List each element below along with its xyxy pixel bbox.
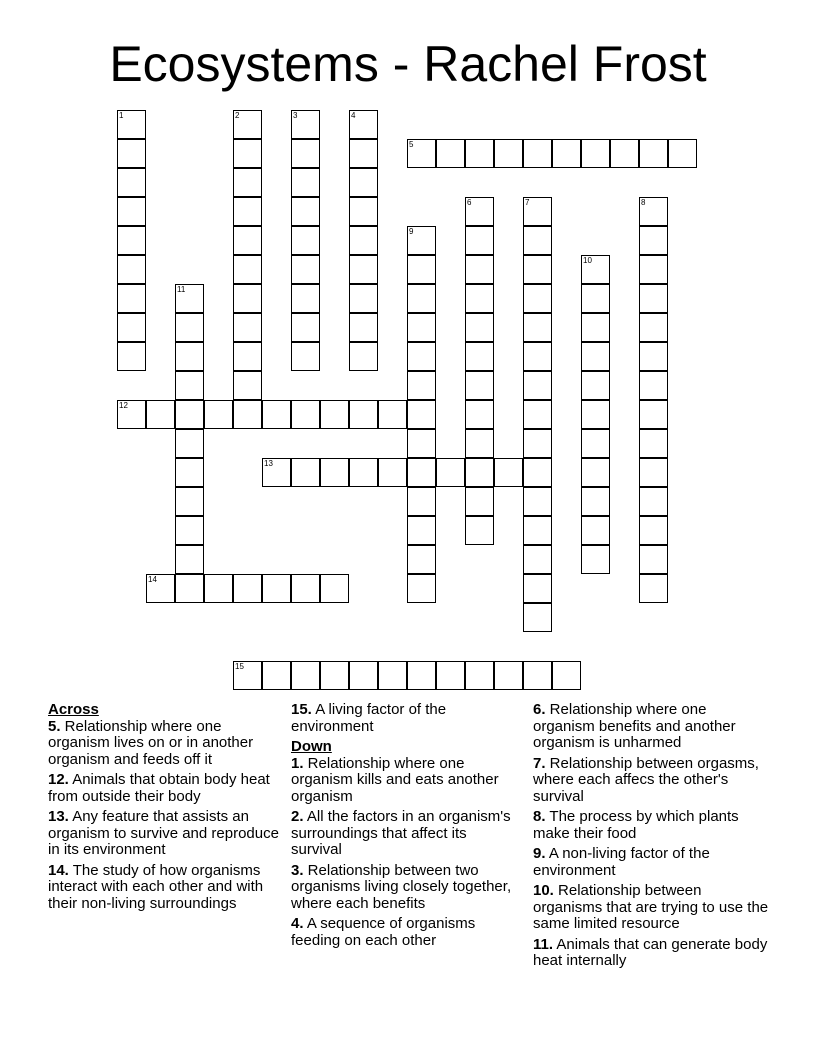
grid-cell[interactable] bbox=[581, 487, 610, 516]
grid-cell[interactable] bbox=[465, 139, 494, 168]
grid-cell[interactable] bbox=[291, 168, 320, 197]
grid-cell[interactable] bbox=[407, 400, 436, 429]
clue-number: 1 bbox=[119, 111, 124, 120]
grid-cell[interactable] bbox=[581, 429, 610, 458]
clue-item bbox=[291, 756, 521, 806]
grid-cell[interactable] bbox=[639, 371, 668, 400]
clue-item-number: 15. bbox=[291, 701, 312, 718]
grid-cell[interactable] bbox=[581, 545, 610, 574]
clue-item-text: Relationship where one organism lives on or in another organism and feeds off it bbox=[48, 717, 254, 768]
grid-cell[interactable] bbox=[320, 574, 349, 603]
clue-item bbox=[48, 863, 284, 913]
grid-cell[interactable] bbox=[639, 342, 668, 371]
grid-cell[interactable] bbox=[465, 226, 494, 255]
grid-cell[interactable] bbox=[465, 197, 494, 226]
grid-cell[interactable] bbox=[523, 284, 552, 313]
grid-cell[interactable] bbox=[291, 574, 320, 603]
grid-cell[interactable] bbox=[233, 255, 262, 284]
grid-cell[interactable] bbox=[639, 400, 668, 429]
clue-number: 8 bbox=[641, 198, 646, 207]
grid-cell[interactable] bbox=[465, 255, 494, 284]
clue-item-text: Relationship between two organisms living closely together, where each benefits bbox=[291, 861, 512, 912]
grid-cell[interactable] bbox=[291, 284, 320, 313]
clue-item bbox=[533, 937, 769, 970]
grid-cell[interactable] bbox=[262, 661, 291, 690]
grid-cell[interactable] bbox=[552, 139, 581, 168]
grid-cell[interactable] bbox=[407, 516, 436, 545]
grid-cell[interactable] bbox=[291, 458, 320, 487]
grid-cell[interactable] bbox=[436, 458, 465, 487]
grid-cell[interactable] bbox=[407, 371, 436, 400]
grid-cell[interactable] bbox=[465, 429, 494, 458]
grid-cell[interactable] bbox=[349, 661, 378, 690]
grid-cell[interactable] bbox=[436, 139, 465, 168]
grid-cell[interactable] bbox=[175, 487, 204, 516]
grid-cell[interactable] bbox=[465, 284, 494, 313]
grid-cell[interactable] bbox=[523, 255, 552, 284]
grid-cell[interactable] bbox=[175, 284, 204, 313]
clue-item-number: 2. bbox=[291, 808, 304, 825]
grid-cell[interactable] bbox=[639, 139, 668, 168]
grid-cell[interactable] bbox=[494, 661, 523, 690]
grid-cell[interactable] bbox=[349, 313, 378, 342]
grid-cell[interactable] bbox=[175, 400, 204, 429]
grid-cell[interactable] bbox=[349, 342, 378, 371]
grid-cell[interactable] bbox=[523, 139, 552, 168]
grid-cell[interactable] bbox=[668, 139, 697, 168]
grid-cell[interactable] bbox=[349, 458, 378, 487]
grid-cell[interactable] bbox=[407, 661, 436, 690]
clue-item-number: 1. bbox=[291, 754, 304, 772]
grid-cell[interactable] bbox=[117, 313, 146, 342]
grid-cell[interactable] bbox=[523, 603, 552, 632]
clue-number: 2 bbox=[235, 111, 240, 120]
grid-cell[interactable] bbox=[407, 139, 436, 168]
grid-cell[interactable] bbox=[204, 400, 233, 429]
clue-number: 4 bbox=[351, 111, 356, 120]
clue-item-number: 10. bbox=[533, 882, 554, 899]
clue-item-number: 9. bbox=[533, 845, 546, 862]
grid-cell[interactable] bbox=[349, 284, 378, 313]
clue-number: 3 bbox=[293, 111, 298, 120]
grid-cell[interactable] bbox=[407, 429, 436, 458]
grid-cell[interactable] bbox=[523, 400, 552, 429]
grid-cell[interactable] bbox=[117, 400, 146, 429]
grid-cell[interactable] bbox=[407, 313, 436, 342]
grid-cell[interactable] bbox=[581, 458, 610, 487]
grid-cell[interactable] bbox=[523, 516, 552, 545]
grid-cell[interactable] bbox=[639, 284, 668, 313]
grid-cell[interactable] bbox=[639, 429, 668, 458]
grid-cell[interactable] bbox=[581, 342, 610, 371]
grid-cell[interactable] bbox=[407, 342, 436, 371]
grid-cell[interactable] bbox=[262, 400, 291, 429]
clue-number: 12 bbox=[119, 401, 128, 410]
grid-cell[interactable] bbox=[146, 400, 175, 429]
across-heading: Across bbox=[48, 701, 99, 718]
down-heading: Down bbox=[291, 738, 332, 755]
grid-cell[interactable] bbox=[639, 255, 668, 284]
grid-cell[interactable] bbox=[204, 574, 233, 603]
grid-cell[interactable] bbox=[233, 661, 262, 690]
clue-item-number: 14. bbox=[48, 861, 69, 879]
grid-cell[interactable] bbox=[175, 342, 204, 371]
grid-cell[interactable] bbox=[465, 487, 494, 516]
clue-number: 7 bbox=[525, 198, 530, 207]
grid-cell[interactable] bbox=[320, 661, 349, 690]
clue-item-number: 7. bbox=[533, 754, 546, 772]
clue-number: 15 bbox=[235, 662, 244, 671]
clue-item bbox=[48, 809, 284, 859]
grid-cell[interactable] bbox=[349, 226, 378, 255]
clue-item-text: Animals that obtain body heat from outside their body bbox=[48, 771, 270, 805]
grid-cell[interactable] bbox=[291, 400, 320, 429]
grid-cell[interactable] bbox=[233, 400, 262, 429]
grid-cell[interactable] bbox=[233, 139, 262, 168]
clue-item-text: The study of how organisms interact with each other and with their non-living surroundings bbox=[48, 861, 264, 912]
grid-cell[interactable] bbox=[349, 168, 378, 197]
grid-cell[interactable] bbox=[233, 197, 262, 226]
grid-cell[interactable] bbox=[233, 226, 262, 255]
grid-cell[interactable] bbox=[639, 574, 668, 603]
clue-item bbox=[291, 809, 521, 859]
grid-cell[interactable] bbox=[117, 255, 146, 284]
clue-item bbox=[48, 719, 284, 769]
grid-cell[interactable] bbox=[465, 458, 494, 487]
clue-item-text: Relationship between orgasms, where each affecs the other's survival bbox=[533, 754, 759, 805]
clue-number: 14 bbox=[148, 575, 157, 584]
grid-cell[interactable] bbox=[407, 458, 436, 487]
grid-cell[interactable] bbox=[117, 284, 146, 313]
grid-cell[interactable] bbox=[581, 255, 610, 284]
clue-number: 5 bbox=[409, 140, 414, 149]
grid-cell[interactable] bbox=[233, 574, 262, 603]
grid-cell[interactable] bbox=[523, 371, 552, 400]
grid-cell[interactable] bbox=[233, 342, 262, 371]
grid-cell[interactable] bbox=[465, 371, 494, 400]
grid-cell[interactable] bbox=[523, 487, 552, 516]
grid-cell[interactable] bbox=[523, 226, 552, 255]
grid-cell[interactable] bbox=[291, 342, 320, 371]
clue-number: 10 bbox=[583, 256, 592, 265]
grid-cell[interactable] bbox=[639, 226, 668, 255]
grid-cell[interactable] bbox=[581, 400, 610, 429]
grid-cell[interactable] bbox=[175, 545, 204, 574]
grid-cell[interactable] bbox=[175, 429, 204, 458]
clue-column-2 bbox=[291, 702, 521, 953]
grid-cell[interactable] bbox=[349, 197, 378, 226]
grid-cell[interactable] bbox=[494, 458, 523, 487]
clue-item bbox=[533, 756, 769, 806]
clue-number: 6 bbox=[467, 198, 472, 207]
grid-cell[interactable] bbox=[233, 168, 262, 197]
grid-cell[interactable] bbox=[465, 313, 494, 342]
grid-cell[interactable] bbox=[407, 255, 436, 284]
grid-cell[interactable] bbox=[407, 284, 436, 313]
grid-cell[interactable] bbox=[407, 574, 436, 603]
grid-cell[interactable] bbox=[581, 516, 610, 545]
grid-cell[interactable] bbox=[262, 574, 291, 603]
grid-cell[interactable] bbox=[117, 197, 146, 226]
grid-cell[interactable] bbox=[291, 110, 320, 139]
grid-cell[interactable] bbox=[175, 371, 204, 400]
grid-cell[interactable] bbox=[349, 110, 378, 139]
clue-item bbox=[48, 772, 284, 805]
grid-cell[interactable] bbox=[233, 313, 262, 342]
grid-cell[interactable] bbox=[523, 313, 552, 342]
clue-item-text: All the factors in an organism's surroundings that affect its survival bbox=[291, 808, 511, 858]
clue-item-text: The process by which plants make their food bbox=[533, 808, 739, 842]
clue-item-number: 6. bbox=[533, 701, 546, 718]
grid-cell[interactable] bbox=[117, 168, 146, 197]
grid-cell[interactable] bbox=[639, 487, 668, 516]
grid-cell[interactable] bbox=[639, 313, 668, 342]
grid-cell[interactable] bbox=[639, 458, 668, 487]
clue-column-1 bbox=[48, 702, 284, 916]
grid-cell[interactable] bbox=[349, 139, 378, 168]
clue-item-text: A non-living factor of the environment bbox=[533, 845, 710, 879]
clue-item-number: 5. bbox=[48, 717, 61, 735]
clue-number: 11 bbox=[177, 285, 186, 294]
grid-cell[interactable] bbox=[349, 255, 378, 284]
clue-item-text: Relationship where one organism kills and eats another organism bbox=[291, 754, 499, 805]
clue-item bbox=[291, 702, 521, 735]
clue-item bbox=[533, 846, 769, 879]
grid-cell[interactable] bbox=[523, 661, 552, 690]
grid-cell[interactable] bbox=[349, 400, 378, 429]
grid-cell[interactable] bbox=[291, 661, 320, 690]
grid-cell[interactable] bbox=[436, 661, 465, 690]
clue-item bbox=[533, 702, 769, 752]
grid-cell[interactable] bbox=[117, 226, 146, 255]
grid-cell[interactable] bbox=[146, 574, 175, 603]
grid-cell[interactable] bbox=[262, 458, 291, 487]
grid-cell[interactable] bbox=[610, 139, 639, 168]
grid-cell[interactable] bbox=[175, 516, 204, 545]
page-title: Ecosystems - Rachel Frost bbox=[109, 36, 707, 92]
grid-cell[interactable] bbox=[639, 545, 668, 574]
grid-cell[interactable] bbox=[465, 661, 494, 690]
grid-cell[interactable] bbox=[465, 516, 494, 545]
clue-item-text: Animals that can generate body heat internally bbox=[533, 935, 768, 969]
clue-item bbox=[291, 863, 521, 913]
clue-item-text: Relationship where one organism benefits and another organism is unharmed bbox=[533, 701, 736, 751]
grid-cell[interactable] bbox=[523, 458, 552, 487]
grid-cell[interactable] bbox=[378, 661, 407, 690]
grid-cell[interactable] bbox=[117, 342, 146, 371]
grid-cell[interactable] bbox=[117, 139, 146, 168]
grid-cell[interactable] bbox=[523, 545, 552, 574]
grid-cell[interactable] bbox=[465, 342, 494, 371]
clue-item-number: 11. bbox=[533, 935, 554, 953]
grid-cell[interactable] bbox=[291, 139, 320, 168]
grid-cell[interactable] bbox=[233, 371, 262, 400]
clue-item-number: 8. bbox=[533, 808, 546, 825]
grid-cell[interactable] bbox=[175, 458, 204, 487]
clue-number: 13 bbox=[264, 459, 273, 468]
grid-cell[interactable] bbox=[291, 197, 320, 226]
grid-cell[interactable] bbox=[523, 429, 552, 458]
grid-cell[interactable] bbox=[523, 574, 552, 603]
grid-cell[interactable] bbox=[117, 110, 146, 139]
clue-item-number: 3. bbox=[291, 861, 304, 879]
grid-cell[interactable] bbox=[581, 139, 610, 168]
clue-item-number: 12. bbox=[48, 771, 69, 788]
grid-cell[interactable] bbox=[291, 255, 320, 284]
clue-item-text: A sequence of organisms feeding on each other bbox=[291, 915, 476, 949]
grid-cell[interactable] bbox=[494, 139, 523, 168]
clue-item-number: 4. bbox=[291, 915, 304, 932]
clue-item bbox=[291, 916, 521, 949]
grid-cell[interactable] bbox=[552, 661, 581, 690]
grid-cell[interactable] bbox=[581, 371, 610, 400]
grid-cell[interactable] bbox=[639, 197, 668, 226]
grid-cell[interactable] bbox=[320, 400, 349, 429]
clue-item-text: A living factor of the environment bbox=[291, 701, 447, 735]
grid-cell[interactable] bbox=[233, 110, 262, 139]
grid-cell[interactable] bbox=[378, 458, 407, 487]
clue-item bbox=[533, 883, 769, 933]
clue-column-3 bbox=[533, 702, 769, 974]
clue-item bbox=[533, 809, 769, 842]
clue-item-text: Relationship between organisms that are trying to use the same limited resource bbox=[533, 882, 769, 932]
clue-item-number: 13. bbox=[48, 808, 69, 825]
grid-cell[interactable] bbox=[175, 313, 204, 342]
grid-cell[interactable] bbox=[175, 574, 204, 603]
grid-cell[interactable] bbox=[581, 284, 610, 313]
clue-item-text: Any feature that assists an organism to survive and reproduce in its environment bbox=[48, 808, 279, 858]
grid-cell[interactable] bbox=[407, 545, 436, 574]
grid-cell[interactable] bbox=[320, 458, 349, 487]
grid-cell[interactable] bbox=[581, 313, 610, 342]
grid-cell[interactable] bbox=[407, 226, 436, 255]
grid-cell[interactable] bbox=[291, 226, 320, 255]
grid-cell[interactable] bbox=[233, 284, 262, 313]
grid-cell[interactable] bbox=[639, 516, 668, 545]
grid-cell[interactable] bbox=[407, 487, 436, 516]
grid-cell[interactable] bbox=[291, 313, 320, 342]
grid-cell[interactable] bbox=[523, 197, 552, 226]
grid-cell[interactable] bbox=[523, 342, 552, 371]
grid-cell[interactable] bbox=[465, 400, 494, 429]
clue-number: 9 bbox=[409, 227, 414, 236]
grid-cell[interactable] bbox=[378, 400, 407, 429]
